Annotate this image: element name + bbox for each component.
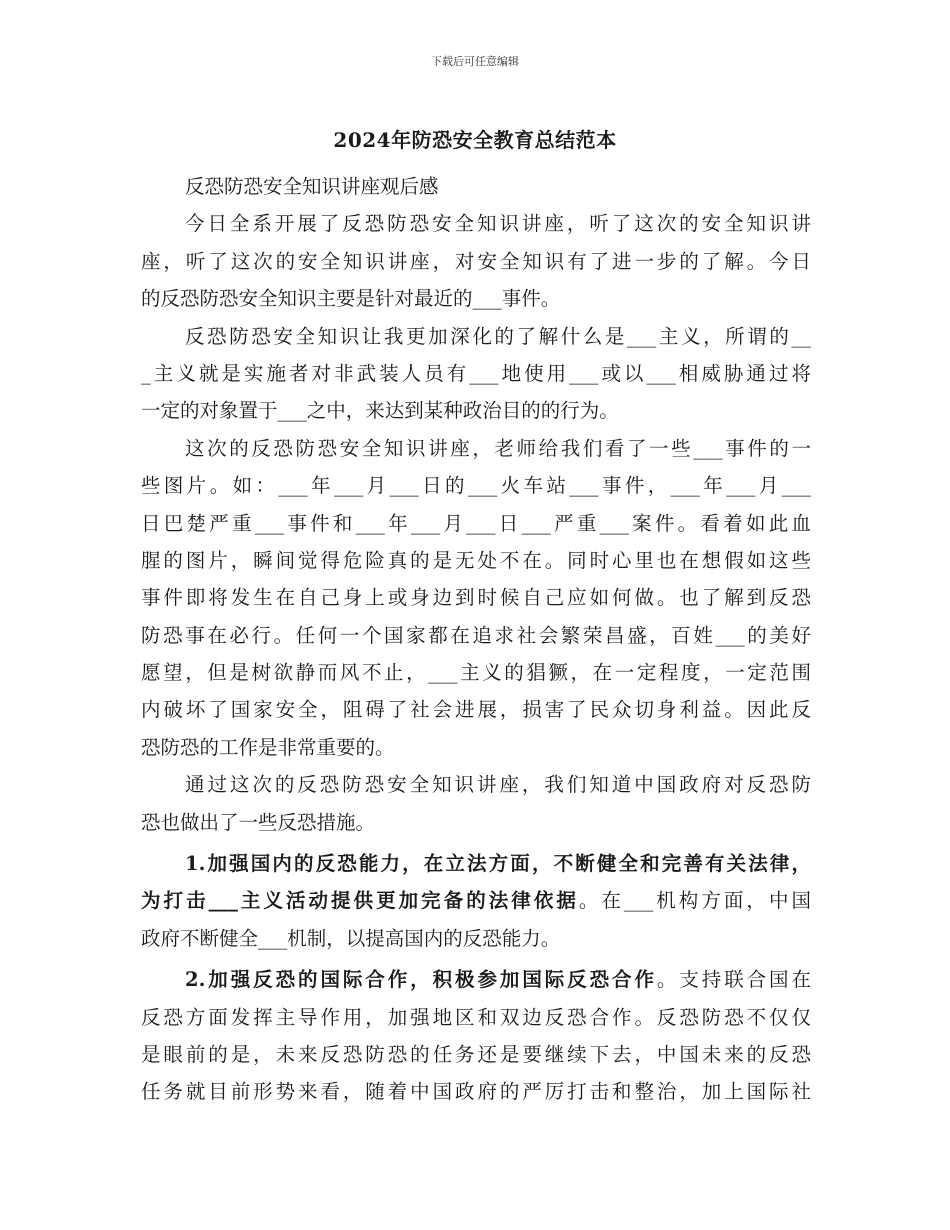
text-line: _主义就是实施者对非武装人员有___地使用___或以___相威胁通过将 — [141, 361, 811, 385]
text-line: 事件即将发生在自己身上或身边到时候自己应如何做。也了解到反恐 — [141, 586, 811, 610]
text-phrase: 。支持联合国在 — [656, 968, 811, 992]
text-line: 座，听了这次的安全知识讲座，对安全知识有了进一步的了解。今日 — [141, 249, 811, 273]
text-line: 今日全系开展了反恐防恐安全知识讲座，听了这次的安全知识讲 — [185, 212, 811, 236]
text-line-mixed — [141, 961, 811, 998]
text-line-mixed — [141, 882, 811, 919]
text-line: 防恐事在必行。任何一个国家都在追求社会繁荣昌盛，百姓___的美好 — [141, 623, 811, 647]
text-line: 反恐防恐安全知识让我更加深化的了解什么是___主义，所谓的__ — [185, 324, 811, 348]
text-line: 恐也做出了一些反恐措施。 — [141, 810, 376, 834]
text-line: 任务就目前形势来看，随着中国政府的严厉打击和整治，加上国际社 — [141, 1080, 811, 1104]
text-line: 这次的反恐防恐安全知识讲座，老师给我们看了一些___事件的一 — [185, 436, 811, 460]
header-note: 下载后可任意编辑 — [431, 55, 519, 68]
text-line: 恐防恐的工作是非常重要的。 — [141, 735, 395, 759]
text-phrase: 。在___机构方面，中国 — [578, 889, 811, 913]
text-line: 的反恐防恐安全知识主要是针对最近的___事件。 — [141, 287, 561, 311]
bold-phrase: 2.加强反恐的国际合作，积极参加国际反恐合作 — [185, 968, 657, 992]
document-title: 2024年防恐安全教育总结范本 — [333, 128, 617, 152]
text-line: 腥的图片，瞬间觉得危险真的是无处不在。同时心里也在想假如这些 — [141, 548, 811, 572]
text-line: 日巴楚严重___事件和___年___月___日___严重___案件。看着如此血 — [141, 511, 811, 535]
text-line: 通过这次的反恐防恐安全知识讲座，我们知道中国政府对反恐防 — [185, 773, 811, 797]
text-line: 反恐防恐安全知识讲座观后感 — [185, 175, 439, 198]
text-line: 是眼前的是，未来反恐防恐的任务还是要继续下去，中国未来的反恐 — [141, 1042, 811, 1066]
text-line: 政府不断健全___机制，以提高国内的反恐能力。 — [141, 926, 561, 950]
text-line: 一定的对象置于___之中，来达到某种政治目的的行为。 — [141, 399, 619, 423]
text-line-bold: 1.加强国内的反恐能力，在立法方面，不断健全和完善有关法律， — [185, 852, 811, 876]
document-body — [141, 168, 811, 1111]
bold-phrase: 为打击___主义活动提供更加完备的法律依据 — [141, 889, 579, 913]
text-line: 反恐方面发挥主导作用，加强地区和双边反恐合作。反恐防恐不仅仅 — [141, 1005, 811, 1029]
text-line: 内破坏了国家安全，阻碍了社会进展，损害了民众切身利益。因此反 — [141, 698, 811, 722]
text-line: 些图片。如：___年___月___日的___火车站___事件，___年___月___ — [141, 474, 811, 498]
text-line: 愿望，但是树欲静而风不止，___主义的猖獗，在一定程度，一定范围 — [141, 661, 811, 685]
